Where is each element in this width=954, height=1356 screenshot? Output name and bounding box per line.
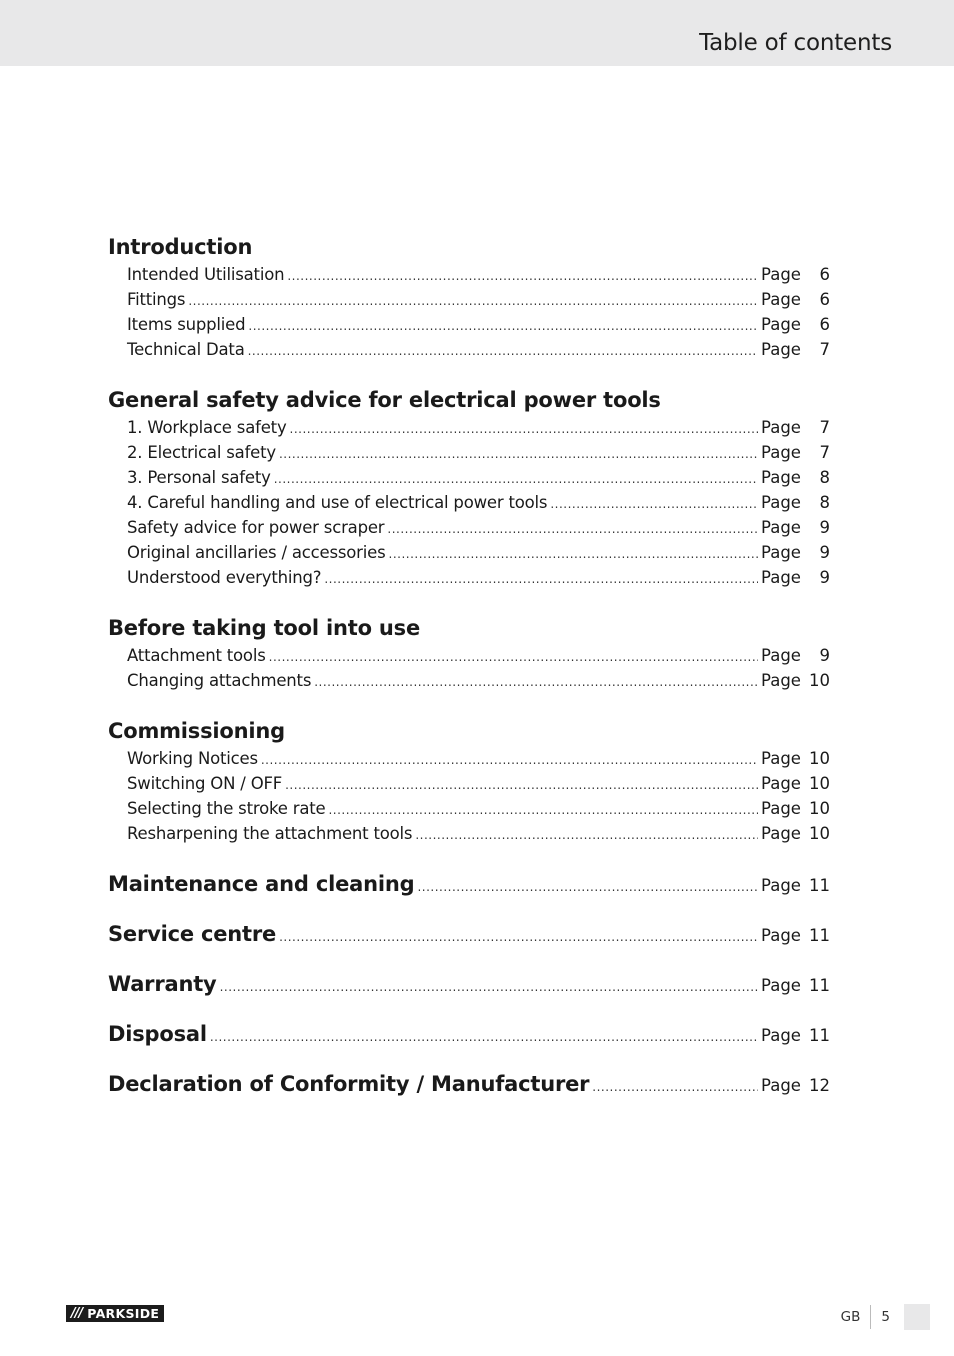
page-number-footer: 5 [881,1309,890,1325]
page-number: 7 [819,443,830,462]
toc-heading-entry[interactable] [108,972,830,1002]
page-number: 6 [819,315,830,334]
entry-title: Resharpening the attachment tools [127,824,413,843]
page-number: 6 [819,265,830,284]
dot-leader [220,980,758,994]
toc-section [108,388,830,593]
toc-entry[interactable] [108,543,830,568]
language-code: GB [840,1309,861,1325]
entry-title: Selecting the stroke rate [127,799,326,818]
section-heading-row [108,235,830,265]
page-label: Page [761,876,801,895]
page-label: Page [761,824,801,843]
page-number: 9 [819,568,830,587]
entry-title: Working Notices [127,749,258,768]
page-number: 9 [819,543,830,562]
entry-title: Items supplied [127,315,246,334]
page-number: 11 [809,876,830,895]
dot-leader [592,1080,758,1094]
page-label: Page [761,1076,801,1095]
entry-title: Attachment tools [127,646,266,665]
toc-entry[interactable] [108,518,830,543]
dot-leader [261,753,758,767]
dot-leader [248,344,758,358]
section-heading: Disposal [108,1022,207,1046]
toc-entry[interactable] [108,824,830,849]
page-label: Page [761,543,801,562]
dot-leader [415,828,758,842]
toc-entry[interactable] [108,774,830,799]
toc-entry[interactable] [108,315,830,340]
dot-leader [314,675,758,689]
page-number: 12 [809,1076,830,1095]
toc-entry[interactable] [108,671,830,696]
page-label: Page [761,340,801,359]
page-number: 10 [809,774,830,793]
toc-heading-entry[interactable] [108,1022,830,1052]
dot-leader [188,294,758,308]
page-number: 8 [819,493,830,512]
toc-entry[interactable] [108,568,830,593]
page-number: 10 [809,671,830,690]
entry-title: Safety advice for power scraper [127,518,385,537]
entry-title: Understood everything? [127,568,322,587]
dot-leader [387,522,758,536]
entry-title: 4. Careful handling and use of electrical power tools [127,493,548,512]
section-heading-row [108,719,830,749]
section-heading: Before taking tool into use [108,616,421,640]
toc-section [108,235,830,365]
toc-section [108,719,830,849]
toc-entry[interactable] [108,646,830,671]
dot-leader [248,319,758,333]
page-number: 10 [809,749,830,768]
toc-entry[interactable] [108,468,830,493]
page-label: Page [761,568,801,587]
dot-leader [324,572,758,586]
page-label: Page [761,315,801,334]
page-label: Page [761,518,801,537]
section-heading: Commissioning [108,719,285,743]
logo-slashes: /// [71,1306,83,1321]
brand-logo [66,1305,164,1322]
page-number: 11 [809,926,830,945]
page-number: 11 [809,976,830,995]
page-number: 7 [819,340,830,359]
entry-title: 1. Workplace safety [127,418,287,437]
page-label: Page [761,774,801,793]
toc-entry[interactable] [108,749,830,774]
page-number: 9 [819,646,830,665]
toc-section [108,616,830,696]
section-heading: Service centre [108,922,277,946]
page-label: Page [761,493,801,512]
toc-entry[interactable] [108,799,830,824]
page-number: 6 [819,290,830,309]
page-title: Table of contents [699,30,892,56]
dot-leader [287,269,758,283]
entry-title: Technical Data [127,340,245,359]
page-number: 7 [819,418,830,437]
entry-title: 2. Electrical safety [127,443,276,462]
dot-leader [290,422,758,436]
section-heading: Warranty [108,972,217,996]
entry-title: Switching ON / OFF [127,774,283,793]
section-heading: Declaration of Conformity / Manufacturer [108,1072,590,1096]
toc-entry[interactable] [108,340,830,365]
page-number: 11 [809,1026,830,1045]
entry-title: Fittings [127,290,186,309]
logo-wordmark: PARKSIDE [87,1306,160,1321]
dot-leader [269,650,758,664]
corner-tab [904,1304,930,1330]
page-label: Page [761,468,801,487]
page-label: Page [761,646,801,665]
toc-entry[interactable] [108,443,830,468]
section-heading: Introduction [108,235,253,259]
page-number: 10 [809,824,830,843]
toc-heading-entry[interactable] [108,1072,830,1102]
page-number: 8 [819,468,830,487]
page-label: Page [761,265,801,284]
page-label: Page [761,976,801,995]
dot-leader [274,472,758,486]
dot-leader [328,803,758,817]
table-of-contents [108,235,830,1122]
entry-title: 3. Personal safety [127,468,271,487]
toc-heading-entry[interactable] [108,922,830,952]
page-label: Page [761,749,801,768]
page-label: Page [761,290,801,309]
page-label: Page [761,418,801,437]
page-label: Page [761,1026,801,1045]
toc-heading-entry[interactable] [108,872,830,902]
page-label: Page [761,799,801,818]
dot-leader [550,497,758,511]
section-heading-row [108,616,830,646]
page-label: Page [761,671,801,690]
section-heading: General safety advice for electrical power tools [108,388,661,412]
page-footer [841,1304,930,1330]
section-heading: Maintenance and cleaning [108,872,415,896]
toc-entry[interactable] [108,290,830,315]
toc-entry[interactable] [108,493,830,518]
toc-entry[interactable] [108,265,830,290]
entry-title: Original ancillaries / accessories [127,543,386,562]
dot-leader [279,447,758,461]
dot-leader [389,547,759,561]
dot-leader [210,1030,758,1044]
dot-leader [417,880,758,894]
page-number: 9 [819,518,830,537]
dot-leader [279,930,758,944]
page-label: Page [761,926,801,945]
dot-leader [285,778,758,792]
entry-title: Changing attachments [127,671,312,690]
section-heading-row [108,388,830,418]
toc-entry[interactable] [108,418,830,443]
page-label: Page [761,443,801,462]
entry-title: Intended Utilisation [127,265,285,284]
page-number: 10 [809,799,830,818]
